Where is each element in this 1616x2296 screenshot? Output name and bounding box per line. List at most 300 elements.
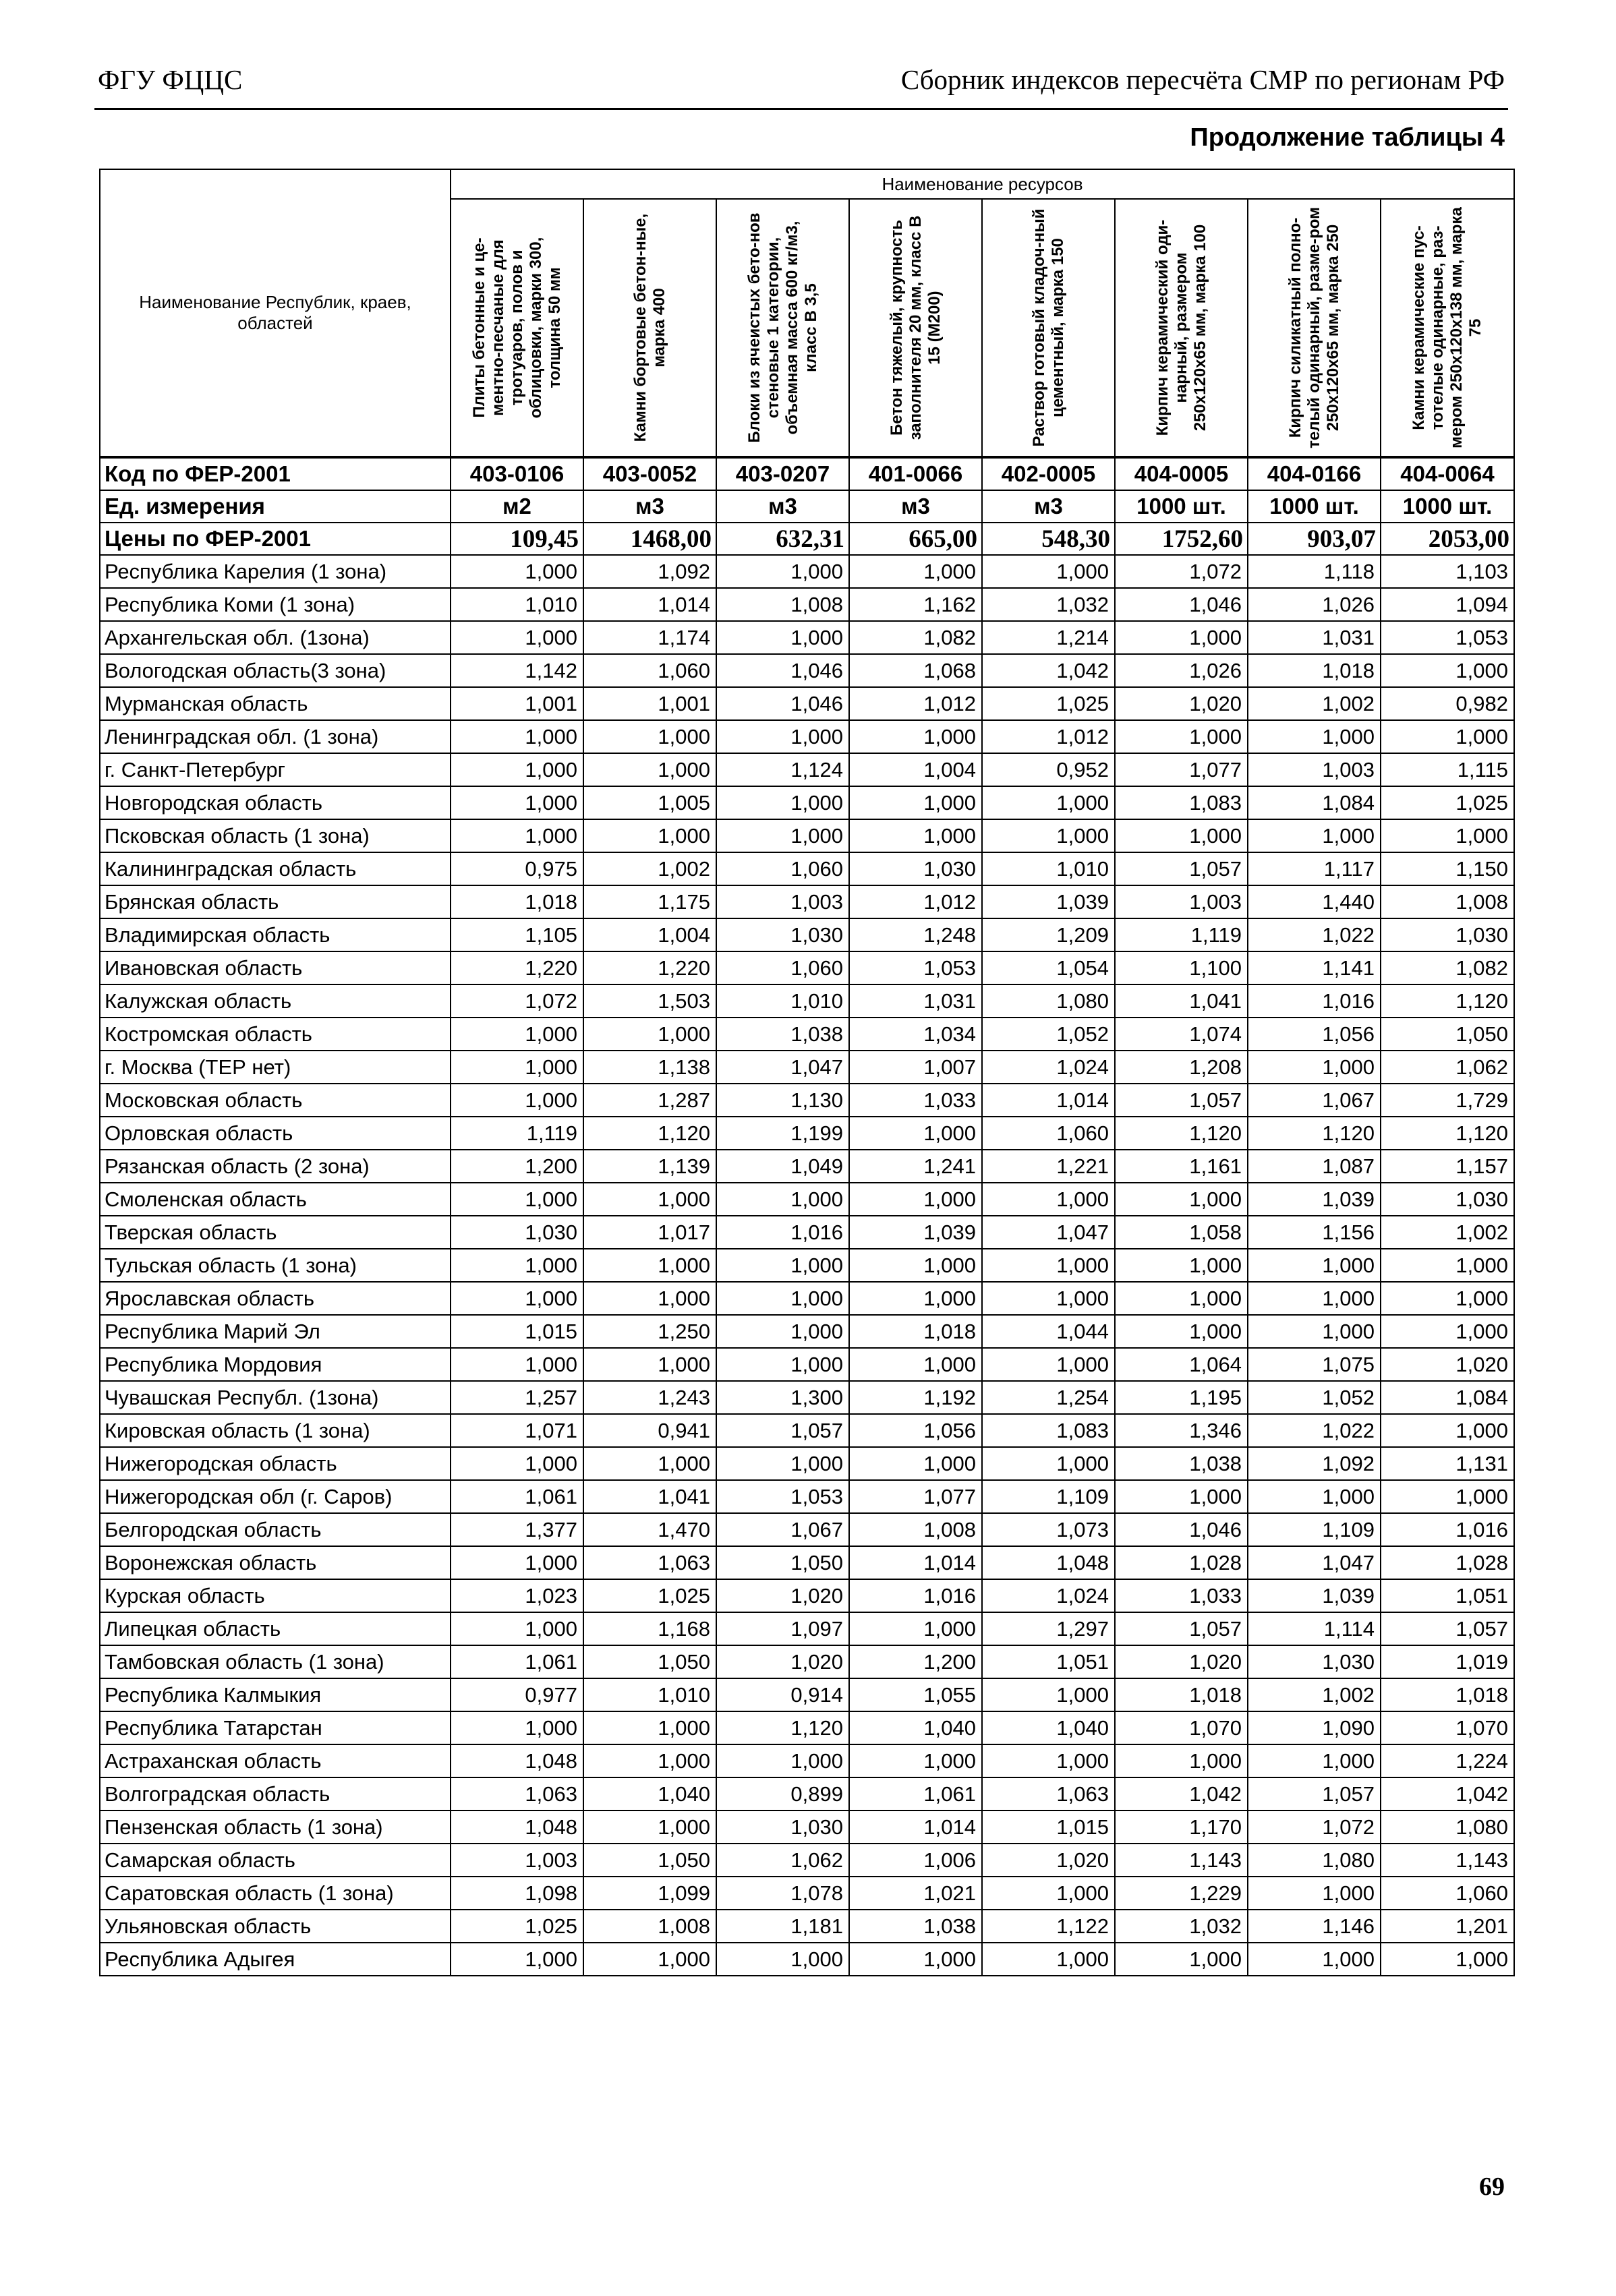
index-value: 1,118 xyxy=(1248,555,1381,588)
index-value: 1,014 xyxy=(583,588,716,621)
index-value: 1,131 xyxy=(1381,1447,1514,1480)
resource-code: 401-0066 xyxy=(849,457,982,490)
index-value: 1,070 xyxy=(1115,1711,1248,1744)
index-value: 1,010 xyxy=(583,1678,716,1711)
table-row xyxy=(100,1877,1514,1910)
index-value: 1,057 xyxy=(1248,1777,1381,1811)
index-value: 1,057 xyxy=(1115,852,1248,885)
index-value: 1,052 xyxy=(982,1018,1115,1051)
region-name: Республика Мордовия xyxy=(100,1348,451,1381)
index-value: 1,030 xyxy=(849,852,982,885)
region-name: г. Санкт-Петербург xyxy=(100,753,451,786)
resource-code: 402-0005 xyxy=(982,457,1115,490)
index-value: 1,000 xyxy=(716,1348,849,1381)
resource-column-title: Кирпич силикатный полно-телый одинарный, разме-ром 250x120x65 мм, марка 250 xyxy=(1286,207,1342,448)
index-value: 1,000 xyxy=(982,1282,1115,1315)
resource-column-header xyxy=(1248,199,1381,457)
table-row xyxy=(100,1348,1514,1381)
index-value: 1,033 xyxy=(849,1084,982,1117)
index-value: 1,377 xyxy=(451,1513,583,1546)
index-value: 1,000 xyxy=(716,621,849,654)
resource-column-header xyxy=(1115,199,1248,457)
index-value: 1,000 xyxy=(583,1811,716,1844)
index-value: 1,061 xyxy=(451,1480,583,1513)
index-value: 1,141 xyxy=(1248,951,1381,984)
index-value: 1,012 xyxy=(849,687,982,720)
region-name: Курская область xyxy=(100,1579,451,1612)
index-value: 1,000 xyxy=(451,1051,583,1084)
index-value: 1,000 xyxy=(1115,1183,1248,1216)
resource-code: 403-0106 xyxy=(451,457,583,490)
region-name: Ивановская область xyxy=(100,951,451,984)
index-value: 1,000 xyxy=(451,1447,583,1480)
index-value: 1,038 xyxy=(1115,1447,1248,1480)
resource-price: 1468,00 xyxy=(583,523,716,555)
index-value: 1,287 xyxy=(583,1084,716,1117)
index-value: 1,012 xyxy=(849,885,982,918)
index-value: 1,075 xyxy=(1248,1348,1381,1381)
region-name: Ярославская область xyxy=(100,1282,451,1315)
index-value: 1,082 xyxy=(849,621,982,654)
index-value: 1,050 xyxy=(716,1546,849,1579)
resource-price: 665,00 xyxy=(849,523,982,555)
index-value: 1,208 xyxy=(1115,1051,1248,1084)
index-value: 1,078 xyxy=(716,1877,849,1910)
table-row xyxy=(100,1282,1514,1315)
index-value: 1,080 xyxy=(1248,1844,1381,1877)
region-name: Костромская область xyxy=(100,1018,451,1051)
index-value: 1,000 xyxy=(1248,1051,1381,1084)
index-value: 1,030 xyxy=(716,1811,849,1844)
table-row xyxy=(100,1811,1514,1844)
index-value: 1,040 xyxy=(849,1711,982,1744)
table-meta xyxy=(100,457,1514,555)
index-value: 1,092 xyxy=(1248,1447,1381,1480)
page-number: 69 xyxy=(1479,2173,1505,2201)
index-value: 1,012 xyxy=(982,720,1115,753)
resource-column-header xyxy=(583,199,716,457)
index-value: 1,015 xyxy=(982,1811,1115,1844)
index-value: 1,000 xyxy=(982,1447,1115,1480)
index-value: 0,941 xyxy=(583,1414,716,1447)
index-value: 1,119 xyxy=(1115,918,1248,951)
table-row xyxy=(100,1117,1514,1150)
index-value: 1,003 xyxy=(1248,753,1381,786)
index-value: 1,047 xyxy=(1248,1546,1381,1579)
index-value: 1,000 xyxy=(849,819,982,852)
index-value: 1,214 xyxy=(982,621,1115,654)
index-value: 1,049 xyxy=(716,1150,849,1183)
index-value: 1,084 xyxy=(1381,1381,1514,1414)
table-row xyxy=(100,984,1514,1018)
index-value: 1,008 xyxy=(849,1513,982,1546)
region-name: Республика Коми (1 зона) xyxy=(100,588,451,621)
index-value: 1,072 xyxy=(1248,1811,1381,1844)
index-value: 1,083 xyxy=(1115,786,1248,819)
table-row xyxy=(100,1480,1514,1513)
table-row xyxy=(100,588,1514,621)
index-value: 1,077 xyxy=(849,1480,982,1513)
index-value: 1,010 xyxy=(982,852,1115,885)
index-value: 1,061 xyxy=(451,1645,583,1678)
index-value: 1,051 xyxy=(1381,1579,1514,1612)
index-value: 1,016 xyxy=(849,1579,982,1612)
index-value: 1,000 xyxy=(451,753,583,786)
index-value: 1,000 xyxy=(451,1546,583,1579)
region-name: Архангельская обл. (1зона) xyxy=(100,621,451,654)
index-value: 1,199 xyxy=(716,1117,849,1150)
table-row xyxy=(100,720,1514,753)
index-value: 1,057 xyxy=(1381,1612,1514,1645)
index-value: 0,977 xyxy=(451,1678,583,1711)
index-value: 1,503 xyxy=(583,984,716,1018)
resource-unit: м3 xyxy=(982,490,1115,523)
index-value: 1,005 xyxy=(583,786,716,819)
index-value: 1,000 xyxy=(583,1348,716,1381)
region-name: Псковская область (1 зона) xyxy=(100,819,451,852)
region-name: Вологодская область(3 зона) xyxy=(100,654,451,687)
index-value: 1,181 xyxy=(716,1910,849,1943)
index-value: 1,018 xyxy=(1381,1678,1514,1711)
table-row xyxy=(100,1546,1514,1579)
index-value: 1,053 xyxy=(716,1480,849,1513)
table-row xyxy=(100,1447,1514,1480)
resource-price: 1752,60 xyxy=(1115,523,1248,555)
region-name: Калужская область xyxy=(100,984,451,1018)
index-value: 1,000 xyxy=(451,1249,583,1282)
table-row xyxy=(100,1579,1514,1612)
index-value: 1,090 xyxy=(1248,1711,1381,1744)
index-value: 1,130 xyxy=(716,1084,849,1117)
index-value: 1,046 xyxy=(716,654,849,687)
index-value: 1,120 xyxy=(1248,1117,1381,1150)
index-value: 1,040 xyxy=(982,1711,1115,1744)
index-value: 1,058 xyxy=(1115,1216,1248,1249)
index-value: 1,200 xyxy=(451,1150,583,1183)
index-value: 1,050 xyxy=(583,1844,716,1877)
resources-group-header: Наименование ресурсов xyxy=(451,169,1514,199)
index-value: 1,000 xyxy=(716,1249,849,1282)
index-value: 1,000 xyxy=(451,786,583,819)
table-row xyxy=(100,852,1514,885)
table-row xyxy=(100,687,1514,720)
region-name: Саратовская область (1 зона) xyxy=(100,1877,451,1910)
price-label: Цены по ФЕР-2001 xyxy=(100,523,451,555)
index-value: 1,157 xyxy=(1381,1150,1514,1183)
index-value: 1,060 xyxy=(716,852,849,885)
index-value: 1,087 xyxy=(1248,1150,1381,1183)
index-value: 1,000 xyxy=(982,555,1115,588)
region-name: Калининградская область xyxy=(100,852,451,885)
index-value: 1,082 xyxy=(1381,951,1514,984)
index-value: 1,077 xyxy=(1115,753,1248,786)
index-value: 1,000 xyxy=(451,1612,583,1645)
region-column-header: Наименование Республик, краев, областей xyxy=(100,169,451,457)
index-value: 1,008 xyxy=(583,1910,716,1943)
index-value: 1,000 xyxy=(583,1943,716,1976)
resource-code: 404-0166 xyxy=(1248,457,1381,490)
region-name: Пензенская область (1 зона) xyxy=(100,1811,451,1844)
index-value: 1,224 xyxy=(1381,1744,1514,1777)
resource-column-title: Бетон тяжелый, крупность заполнителя 20 мм, класс В 15 (М200) xyxy=(887,215,944,440)
index-value: 1,054 xyxy=(982,951,1115,984)
region-name: Тульская область (1 зона) xyxy=(100,1249,451,1282)
index-value: 1,000 xyxy=(716,720,849,753)
index-value: 1,008 xyxy=(716,588,849,621)
index-value: 1,117 xyxy=(1248,852,1381,885)
index-value: 1,060 xyxy=(982,1117,1115,1150)
index-value: 1,048 xyxy=(451,1811,583,1844)
index-value: 1,120 xyxy=(1381,1117,1514,1150)
table-row xyxy=(100,819,1514,852)
resource-column-header xyxy=(451,199,583,457)
index-value: 1,168 xyxy=(583,1612,716,1645)
index-value: 1,000 xyxy=(583,753,716,786)
index-value: 1,000 xyxy=(1381,654,1514,687)
index-table xyxy=(99,169,1515,1976)
region-name: Белгородская область xyxy=(100,1513,451,1546)
header-divider xyxy=(94,108,1508,110)
index-value: 1,000 xyxy=(451,621,583,654)
index-value: 1,063 xyxy=(982,1777,1115,1811)
table-row xyxy=(100,885,1514,918)
index-value: 1,000 xyxy=(716,1183,849,1216)
index-value: 1,000 xyxy=(1115,819,1248,852)
resource-code: 404-0064 xyxy=(1381,457,1514,490)
index-value: 1,023 xyxy=(451,1579,583,1612)
index-value: 1,109 xyxy=(1248,1513,1381,1546)
table-row xyxy=(100,1084,1514,1117)
table-row xyxy=(100,1018,1514,1051)
index-value: 1,156 xyxy=(1248,1216,1381,1249)
index-value: 1,000 xyxy=(1381,1414,1514,1447)
region-name: Астраханская область xyxy=(100,1744,451,1777)
index-value: 1,000 xyxy=(1115,1249,1248,1282)
resource-unit: 1000 шт. xyxy=(1248,490,1381,523)
index-value: 1,051 xyxy=(982,1645,1115,1678)
index-value: 1,000 xyxy=(716,786,849,819)
index-value: 1,143 xyxy=(1115,1844,1248,1877)
index-value: 1,050 xyxy=(583,1645,716,1678)
index-value: 1,004 xyxy=(583,918,716,951)
index-value: 1,006 xyxy=(849,1844,982,1877)
index-value: 1,030 xyxy=(1381,918,1514,951)
index-value: 1,201 xyxy=(1381,1910,1514,1943)
index-value: 1,000 xyxy=(451,1018,583,1051)
index-value: 1,024 xyxy=(982,1579,1115,1612)
region-name: Тамбовская область (1 зона) xyxy=(100,1645,451,1678)
index-value: 1,053 xyxy=(849,951,982,984)
index-value: 1,039 xyxy=(1248,1183,1381,1216)
region-name: Ленинградская обл. (1 зона) xyxy=(100,720,451,753)
index-value: 1,003 xyxy=(1115,885,1248,918)
region-name: Рязанская область (2 зона) xyxy=(100,1150,451,1183)
index-value: 1,248 xyxy=(849,918,982,951)
index-value: 1,073 xyxy=(982,1513,1115,1546)
index-value: 1,000 xyxy=(1248,1249,1381,1282)
document-header-right: Сборник индексов пересчёта СМР по регионам РФ xyxy=(900,64,1505,95)
index-value: 1,000 xyxy=(1115,1744,1248,1777)
index-value: 1,048 xyxy=(451,1744,583,1777)
index-value: 1,030 xyxy=(1381,1183,1514,1216)
index-value: 1,050 xyxy=(1381,1018,1514,1051)
index-value: 1,100 xyxy=(1115,951,1248,984)
index-value: 1,200 xyxy=(849,1645,982,1678)
index-value: 1,025 xyxy=(1381,786,1514,819)
index-value: 1,020 xyxy=(1381,1348,1514,1381)
index-value: 1,020 xyxy=(1115,1645,1248,1678)
index-value: 1,020 xyxy=(716,1645,849,1678)
index-value: 1,120 xyxy=(716,1711,849,1744)
index-value: 1,055 xyxy=(849,1678,982,1711)
index-value: 1,028 xyxy=(1115,1546,1248,1579)
index-value: 1,030 xyxy=(716,918,849,951)
index-value: 1,000 xyxy=(1381,1249,1514,1282)
index-value: 1,000 xyxy=(716,1943,849,1976)
index-value: 1,017 xyxy=(583,1216,716,1249)
index-value: 1,052 xyxy=(1248,1381,1381,1414)
table-row xyxy=(100,1183,1514,1216)
index-value: 1,063 xyxy=(583,1546,716,1579)
index-value: 1,120 xyxy=(583,1117,716,1150)
index-value: 1,062 xyxy=(716,1844,849,1877)
index-value: 1,000 xyxy=(1381,720,1514,753)
index-value: 1,000 xyxy=(583,1744,716,1777)
index-value: 1,018 xyxy=(1115,1678,1248,1711)
index-value: 0,914 xyxy=(716,1678,849,1711)
resource-unit: м3 xyxy=(583,490,716,523)
index-value: 1,008 xyxy=(1381,885,1514,918)
index-value: 1,016 xyxy=(1248,984,1381,1018)
table-row xyxy=(100,1381,1514,1414)
index-value: 1,000 xyxy=(982,1348,1115,1381)
index-value: 1,047 xyxy=(716,1051,849,1084)
index-value: 1,001 xyxy=(583,687,716,720)
index-value: 1,025 xyxy=(583,1579,716,1612)
index-value: 1,000 xyxy=(716,1315,849,1348)
index-value: 1,025 xyxy=(982,687,1115,720)
index-value: 1,031 xyxy=(1248,621,1381,654)
index-value: 1,001 xyxy=(451,687,583,720)
index-value: 1,000 xyxy=(1115,621,1248,654)
index-value: 1,003 xyxy=(451,1844,583,1877)
index-value: 1,000 xyxy=(451,1084,583,1117)
index-value: 1,020 xyxy=(982,1844,1115,1877)
index-value: 1,042 xyxy=(1381,1777,1514,1811)
index-value: 1,092 xyxy=(583,555,716,588)
index-value: 1,000 xyxy=(1248,1744,1381,1777)
index-value: 1,038 xyxy=(716,1018,849,1051)
index-value: 1,000 xyxy=(1381,819,1514,852)
index-value: 1,022 xyxy=(1248,1414,1381,1447)
index-value: 1,010 xyxy=(451,588,583,621)
index-value: 1,729 xyxy=(1381,1084,1514,1117)
index-value: 1,257 xyxy=(451,1381,583,1414)
index-value: 1,074 xyxy=(1115,1018,1248,1051)
index-value: 1,042 xyxy=(1115,1777,1248,1811)
index-value: 1,053 xyxy=(1381,621,1514,654)
index-value: 1,000 xyxy=(583,1183,716,1216)
index-value: 1,000 xyxy=(1115,720,1248,753)
index-value: 1,143 xyxy=(1381,1844,1514,1877)
index-value: 1,031 xyxy=(849,984,982,1018)
resource-column-title: Раствор готовый кладоч-ный цементный, марка 150 xyxy=(1029,208,1067,447)
table-row xyxy=(100,1249,1514,1282)
index-value: 1,170 xyxy=(1115,1811,1248,1844)
index-value: 1,046 xyxy=(1115,588,1248,621)
index-value: 1,046 xyxy=(716,687,849,720)
table-row xyxy=(100,1910,1514,1943)
index-value: 1,139 xyxy=(583,1150,716,1183)
index-value: 1,000 xyxy=(451,1943,583,1976)
index-value: 1,000 xyxy=(583,819,716,852)
index-value: 1,018 xyxy=(451,885,583,918)
index-value: 1,047 xyxy=(982,1216,1115,1249)
index-value: 1,002 xyxy=(583,852,716,885)
table-row xyxy=(100,1216,1514,1249)
index-value: 1,018 xyxy=(1248,654,1381,687)
table-row xyxy=(100,1777,1514,1811)
table-row xyxy=(100,621,1514,654)
index-value: 1,000 xyxy=(451,1348,583,1381)
index-value: 1,067 xyxy=(1248,1084,1381,1117)
index-value: 1,068 xyxy=(849,654,982,687)
index-value: 1,057 xyxy=(716,1414,849,1447)
index-value: 1,099 xyxy=(583,1877,716,1910)
index-value: 1,000 xyxy=(1248,1480,1381,1513)
region-name: Нижегородская обл (г. Саров) xyxy=(100,1480,451,1513)
index-value: 1,098 xyxy=(451,1877,583,1910)
index-value: 1,000 xyxy=(451,1282,583,1315)
index-value: 1,000 xyxy=(1115,1480,1248,1513)
resource-column-title: Плиты бетонные и це-ментно-песчаные для тротуаров, полов и облицовки, марки 300, толщина 50 мм xyxy=(469,237,564,419)
index-value: 1,000 xyxy=(1248,1282,1381,1315)
index-value: 1,080 xyxy=(1381,1811,1514,1844)
resource-price: 548,30 xyxy=(982,523,1115,555)
index-value: 1,000 xyxy=(849,1282,982,1315)
index-value: 1,300 xyxy=(716,1381,849,1414)
index-value: 1,174 xyxy=(583,621,716,654)
resource-price: 109,45 xyxy=(451,523,583,555)
region-name: Новгородская область xyxy=(100,786,451,819)
index-value: 1,000 xyxy=(1248,720,1381,753)
index-value: 1,150 xyxy=(1381,852,1514,885)
table-row xyxy=(100,786,1514,819)
index-value: 1,021 xyxy=(849,1877,982,1910)
region-name: Самарская область xyxy=(100,1844,451,1877)
index-value: 1,033 xyxy=(1115,1579,1248,1612)
index-value: 1,103 xyxy=(1381,555,1514,588)
resource-unit: м3 xyxy=(849,490,982,523)
table-row xyxy=(100,1315,1514,1348)
index-value: 1,030 xyxy=(451,1216,583,1249)
index-value: 1,243 xyxy=(583,1381,716,1414)
region-name: Республика Карелия (1 зона) xyxy=(100,555,451,588)
region-name: Чувашская Республ. (1зона) xyxy=(100,1381,451,1414)
document-header-left: ФГУ ФЦЦС xyxy=(98,64,243,95)
index-value: 1,004 xyxy=(849,753,982,786)
index-value: 1,020 xyxy=(716,1579,849,1612)
index-value: 1,000 xyxy=(1115,1315,1248,1348)
index-value: 1,070 xyxy=(1381,1711,1514,1744)
index-value: 1,020 xyxy=(1115,687,1248,720)
index-value: 1,000 xyxy=(451,819,583,852)
index-value: 1,470 xyxy=(583,1513,716,1546)
index-value: 1,030 xyxy=(1248,1645,1381,1678)
index-value: 1,056 xyxy=(849,1414,982,1447)
region-name: Московская область xyxy=(100,1084,451,1117)
index-value: 1,000 xyxy=(451,555,583,588)
